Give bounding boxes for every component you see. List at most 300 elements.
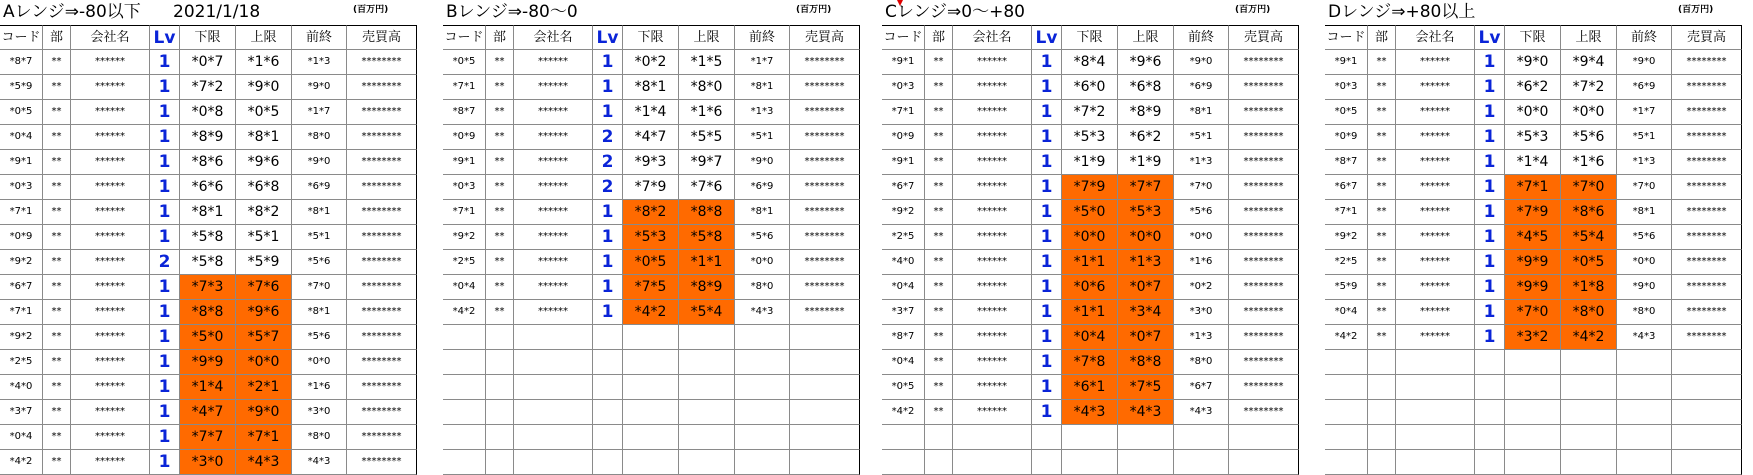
header-prev-close[interactable]: 前終 [735,25,790,50]
cell-volume[interactable]: ******** [347,75,417,100]
cell-code[interactable]: *6*7 [0,275,43,300]
cell-company-name[interactable]: ****** [1396,175,1475,200]
cell-volume[interactable]: ******** [1229,275,1299,300]
cell-upper-limit[interactable]: *1*1 [679,250,735,275]
cell-prev-close[interactable]: *6*7 [1174,375,1229,400]
cell-lower-limit[interactable]: *5*3 [1062,125,1118,150]
cell-prev-close[interactable]: *5*6 [735,225,790,250]
cell-volume[interactable]: ******** [347,350,417,375]
cell-lower-limit[interactable] [1505,450,1561,475]
cell-code[interactable]: *0*4 [882,275,925,300]
cell-prev-close[interactable] [735,450,790,475]
cell-volume[interactable]: ******** [1229,75,1299,100]
cell-company-name[interactable]: ****** [71,425,150,450]
cell-prev-close[interactable] [1174,425,1229,450]
cell-division[interactable] [1368,425,1396,450]
cell-division[interactable]: ** [925,150,953,175]
cell-company-name[interactable]: ****** [953,225,1032,250]
cell-code[interactable]: *0*9 [0,225,43,250]
cell-lower-limit[interactable]: *6*2 [1505,75,1561,100]
cell-lower-limit[interactable]: *8*1 [623,75,679,100]
cell-code[interactable]: *0*5 [443,50,486,75]
cell-level[interactable]: 1 [1475,150,1505,175]
cell-upper-limit[interactable]: *5*8 [679,225,735,250]
cell-lower-limit[interactable]: *7*7 [180,425,236,450]
cell-upper-limit[interactable]: *7*6 [236,275,292,300]
cell-volume[interactable]: ******** [347,200,417,225]
cell-company-name[interactable] [514,375,593,400]
cell-division[interactable]: ** [1368,250,1396,275]
cell-level[interactable]: 1 [1475,100,1505,125]
cell-level[interactable]: 1 [150,100,180,125]
cell-division[interactable]: ** [486,175,514,200]
header-upper-limit[interactable]: 上限 [1561,25,1617,50]
cell-division[interactable]: ** [1368,225,1396,250]
cell-division[interactable] [1368,400,1396,425]
cell-code[interactable]: *8*7 [443,100,486,125]
cell-lower-limit[interactable]: *5*0 [1062,200,1118,225]
cell-volume[interactable]: ******** [1672,225,1742,250]
cell-code[interactable]: *6*7 [882,175,925,200]
cell-company-name[interactable] [1396,400,1475,425]
cell-level[interactable]: 1 [150,400,180,425]
cell-prev-close[interactable]: *4*3 [292,450,347,475]
cell-upper-limit[interactable]: *4*3 [1118,400,1174,425]
cell-volume[interactable]: ******** [347,50,417,75]
cell-level[interactable]: 1 [593,75,623,100]
cell-code[interactable]: *2*5 [0,350,43,375]
cell-division[interactable]: ** [925,325,953,350]
cell-volume[interactable]: ******** [790,50,860,75]
cell-company-name[interactable]: ****** [514,125,593,150]
cell-code[interactable] [443,375,486,400]
cell-company-name[interactable]: ****** [514,200,593,225]
cell-code[interactable]: *0*4 [882,350,925,375]
cell-prev-close[interactable]: *9*0 [292,150,347,175]
cell-prev-close[interactable] [735,325,790,350]
cell-division[interactable]: ** [925,225,953,250]
cell-lower-limit[interactable]: *1*4 [180,375,236,400]
cell-lower-limit[interactable] [623,375,679,400]
cell-volume[interactable]: ******** [1229,250,1299,275]
cell-prev-close[interactable]: *6*9 [1174,75,1229,100]
cell-lower-limit[interactable]: *4*7 [180,400,236,425]
cell-lower-limit[interactable] [1505,425,1561,450]
cell-level[interactable]: 1 [1475,225,1505,250]
cell-division[interactable] [486,375,514,400]
cell-company-name[interactable]: ****** [71,325,150,350]
cell-level[interactable]: 1 [1032,300,1062,325]
cell-upper-limit[interactable] [679,350,735,375]
cell-volume[interactable]: ******** [1229,350,1299,375]
cell-company-name[interactable] [1396,375,1475,400]
cell-prev-close[interactable]: *8*1 [735,200,790,225]
cell-code[interactable]: *0*3 [1325,75,1368,100]
cell-upper-limit[interactable]: *0*5 [1561,250,1617,275]
cell-company-name[interactable]: ****** [1396,75,1475,100]
cell-volume[interactable]: ******** [1672,300,1742,325]
cell-lower-limit[interactable] [623,425,679,450]
cell-lower-limit[interactable]: *7*3 [180,275,236,300]
cell-company-name[interactable]: ****** [71,125,150,150]
cell-company-name[interactable]: ****** [514,150,593,175]
cell-company-name[interactable]: ****** [1396,275,1475,300]
header-prev-close[interactable]: 前終 [1617,25,1672,50]
cell-upper-limit[interactable] [679,375,735,400]
cell-upper-limit[interactable]: *5*7 [236,325,292,350]
cell-lower-limit[interactable]: *0*2 [623,50,679,75]
cell-code[interactable]: *0*5 [1325,100,1368,125]
cell-division[interactable]: ** [486,125,514,150]
cell-upper-limit[interactable]: *9*6 [1118,50,1174,75]
cell-division[interactable]: ** [43,300,71,325]
cell-prev-close[interactable]: *0*0 [292,350,347,375]
cell-volume[interactable] [790,450,860,475]
cell-company-name[interactable]: ****** [514,50,593,75]
header-division[interactable]: 部 [486,25,514,50]
cell-code[interactable]: *3*7 [0,400,43,425]
cell-code[interactable]: *4*2 [882,400,925,425]
cell-company-name[interactable] [514,350,593,375]
cell-volume[interactable] [1672,400,1742,425]
cell-prev-close[interactable]: *5*1 [1174,125,1229,150]
cell-level[interactable]: 1 [1032,375,1062,400]
cell-company-name[interactable] [514,450,593,475]
cell-division[interactable]: ** [1368,50,1396,75]
cell-code[interactable]: *7*1 [443,200,486,225]
cell-lower-limit[interactable] [1505,350,1561,375]
cell-company-name[interactable]: ****** [1396,300,1475,325]
cell-upper-limit[interactable]: *9*0 [236,400,292,425]
cell-level[interactable]: 1 [1032,75,1062,100]
cell-lower-limit[interactable] [623,450,679,475]
header-lower-limit[interactable]: 下限 [1062,25,1118,50]
cell-prev-close[interactable] [735,350,790,375]
cell-company-name[interactable] [514,325,593,350]
cell-volume[interactable] [1229,425,1299,450]
cell-division[interactable]: ** [925,200,953,225]
cell-prev-close[interactable]: *9*0 [1617,50,1672,75]
cell-lower-limit[interactable]: *7*1 [1505,175,1561,200]
cell-level[interactable]: 1 [1032,275,1062,300]
cell-division[interactable] [486,325,514,350]
cell-upper-limit[interactable]: *6*8 [1118,75,1174,100]
cell-lower-limit[interactable] [1062,425,1118,450]
cell-prev-close[interactable]: *4*3 [1617,325,1672,350]
cell-company-name[interactable]: ****** [71,275,150,300]
cell-code[interactable]: *6*7 [1325,175,1368,200]
cell-upper-limit[interactable] [679,425,735,450]
cell-company-name[interactable] [1396,425,1475,450]
cell-lower-limit[interactable]: *7*9 [1505,200,1561,225]
cell-upper-limit[interactable]: *7*5 [1118,375,1174,400]
cell-lower-limit[interactable]: *0*4 [1062,325,1118,350]
cell-prev-close[interactable]: *0*0 [1174,225,1229,250]
cell-level[interactable] [1475,375,1505,400]
cell-level[interactable]: 2 [593,150,623,175]
cell-prev-close[interactable]: *3*0 [292,400,347,425]
cell-prev-close[interactable]: *8*1 [1617,200,1672,225]
cell-division[interactable]: ** [43,150,71,175]
cell-code[interactable]: *4*0 [882,250,925,275]
cell-lower-limit[interactable]: *6*6 [180,175,236,200]
cell-division[interactable]: ** [1368,200,1396,225]
cell-lower-limit[interactable]: *7*2 [180,75,236,100]
cell-upper-limit[interactable]: *9*7 [679,150,735,175]
cell-division[interactable]: ** [486,225,514,250]
cell-company-name[interactable]: ****** [71,200,150,225]
cell-division[interactable]: ** [486,75,514,100]
header-level[interactable]: Lv [150,25,180,50]
cell-division[interactable]: ** [925,50,953,75]
cell-company-name[interactable]: ****** [953,400,1032,425]
cell-company-name[interactable]: ****** [514,275,593,300]
cell-level[interactable]: 1 [593,50,623,75]
cell-prev-close[interactable]: *9*0 [292,75,347,100]
header-volume[interactable]: 売買高 [790,25,860,50]
cell-level[interactable]: 1 [1032,250,1062,275]
cell-lower-limit[interactable]: *8*4 [1062,50,1118,75]
cell-prev-close[interactable]: *5*1 [1617,125,1672,150]
cell-company-name[interactable]: ****** [1396,125,1475,150]
cell-upper-limit[interactable] [1561,450,1617,475]
cell-level[interactable]: 2 [593,125,623,150]
cell-volume[interactable]: ******** [790,250,860,275]
cell-prev-close[interactable] [735,375,790,400]
cell-code[interactable]: *4*2 [0,450,43,475]
cell-division[interactable]: ** [486,50,514,75]
cell-company-name[interactable]: ****** [514,100,593,125]
cell-lower-limit[interactable]: *5*0 [180,325,236,350]
cell-company-name[interactable]: ****** [953,150,1032,175]
cell-division[interactable]: ** [486,100,514,125]
cell-prev-close[interactable] [1617,425,1672,450]
cell-company-name[interactable]: ****** [71,300,150,325]
cell-code[interactable] [443,350,486,375]
cell-prev-close[interactable]: *4*3 [1174,400,1229,425]
cell-level[interactable]: 2 [593,175,623,200]
cell-upper-limit[interactable]: *4*3 [236,450,292,475]
cell-code[interactable] [443,425,486,450]
cell-division[interactable] [486,450,514,475]
cell-prev-close[interactable]: *4*3 [735,300,790,325]
cell-code[interactable]: *0*9 [443,125,486,150]
cell-code[interactable]: *0*9 [882,125,925,150]
cell-code[interactable] [1325,400,1368,425]
cell-division[interactable] [486,425,514,450]
cell-code[interactable] [1325,375,1368,400]
cell-prev-close[interactable]: *7*0 [292,275,347,300]
cell-division[interactable]: ** [925,175,953,200]
cell-level[interactable]: 1 [150,175,180,200]
cell-upper-limit[interactable]: *4*2 [1561,325,1617,350]
cell-code[interactable]: *0*4 [0,125,43,150]
cell-level[interactable]: 1 [1032,50,1062,75]
cell-volume[interactable] [1229,450,1299,475]
cell-division[interactable]: ** [925,100,953,125]
cell-volume[interactable]: ******** [1672,50,1742,75]
cell-volume[interactable]: ******** [1229,400,1299,425]
cell-company-name[interactable]: ****** [514,250,593,275]
cell-lower-limit[interactable]: *0*7 [180,50,236,75]
cell-volume[interactable]: ******** [347,325,417,350]
cell-volume[interactable]: ******** [347,400,417,425]
cell-upper-limit[interactable]: *7*6 [679,175,735,200]
cell-level[interactable] [593,375,623,400]
cell-volume[interactable]: ******** [1229,200,1299,225]
cell-lower-limit[interactable]: *0*0 [1062,225,1118,250]
cell-upper-limit[interactable]: *5*1 [236,225,292,250]
cell-prev-close[interactable] [1617,375,1672,400]
cell-prev-close[interactable]: *6*9 [1617,75,1672,100]
header-division[interactable]: 部 [43,25,71,50]
cell-volume[interactable]: ******** [347,250,417,275]
cell-volume[interactable]: ******** [790,275,860,300]
cell-lower-limit[interactable] [1505,400,1561,425]
cell-company-name[interactable]: ****** [514,75,593,100]
cell-prev-close[interactable] [1617,450,1672,475]
cell-division[interactable]: ** [925,275,953,300]
cell-company-name[interactable]: ****** [1396,50,1475,75]
cell-volume[interactable]: ******** [347,375,417,400]
cell-company-name[interactable]: ****** [1396,225,1475,250]
cell-upper-limit[interactable]: *1*6 [679,100,735,125]
cell-prev-close[interactable]: *6*9 [735,175,790,200]
cell-prev-close[interactable]: *6*9 [292,175,347,200]
cell-division[interactable]: ** [486,300,514,325]
cell-level[interactable]: 1 [150,325,180,350]
cell-division[interactable] [925,425,953,450]
cell-upper-limit[interactable]: *5*3 [1118,200,1174,225]
cell-upper-limit[interactable] [1561,400,1617,425]
cell-volume[interactable]: ******** [790,150,860,175]
cell-company-name[interactable]: ****** [71,50,150,75]
header-volume[interactable]: 売買高 [1672,25,1742,50]
cell-upper-limit[interactable]: *1*6 [1561,150,1617,175]
header-level[interactable]: Lv [1475,25,1505,50]
cell-code[interactable] [1325,350,1368,375]
cell-upper-limit[interactable] [679,400,735,425]
cell-volume[interactable]: ******** [790,75,860,100]
cell-lower-limit[interactable]: *8*2 [623,200,679,225]
cell-division[interactable]: ** [1368,275,1396,300]
cell-prev-close[interactable]: *8*0 [1174,350,1229,375]
cell-level[interactable]: 1 [150,350,180,375]
cell-lower-limit[interactable]: *8*1 [180,200,236,225]
cell-volume[interactable]: ******** [790,175,860,200]
cell-lower-limit[interactable] [1505,375,1561,400]
cell-lower-limit[interactable] [623,325,679,350]
cell-upper-limit[interactable]: *7*7 [1118,175,1174,200]
cell-code[interactable]: *7*1 [1325,200,1368,225]
cell-prev-close[interactable]: *1*6 [1174,250,1229,275]
cell-division[interactable]: ** [486,150,514,175]
cell-lower-limit[interactable]: *1*4 [1505,150,1561,175]
cell-volume[interactable] [1672,450,1742,475]
header-division[interactable]: 部 [925,25,953,50]
cell-volume[interactable]: ******** [347,300,417,325]
cell-company-name[interactable]: ****** [71,350,150,375]
cell-upper-limit[interactable]: *8*9 [1118,100,1174,125]
cell-upper-limit[interactable]: *8*6 [1561,200,1617,225]
cell-level[interactable]: 1 [1475,200,1505,225]
cell-upper-limit[interactable]: *1*6 [236,50,292,75]
cell-division[interactable]: ** [925,250,953,275]
cell-company-name[interactable]: ****** [953,350,1032,375]
cell-lower-limit[interactable]: *7*0 [1505,300,1561,325]
cell-volume[interactable]: ******** [1672,250,1742,275]
cell-level[interactable]: 1 [593,250,623,275]
cell-volume[interactable] [790,350,860,375]
cell-level[interactable]: 1 [150,50,180,75]
cell-level[interactable]: 1 [1475,250,1505,275]
cell-code[interactable]: *9*2 [0,250,43,275]
cell-upper-limit[interactable] [1561,350,1617,375]
cell-volume[interactable]: ******** [1229,125,1299,150]
cell-division[interactable]: ** [43,450,71,475]
cell-code[interactable]: *2*5 [1325,250,1368,275]
cell-level[interactable]: 2 [150,250,180,275]
cell-prev-close[interactable]: *1*7 [735,50,790,75]
cell-code[interactable]: *5*9 [1325,275,1368,300]
cell-division[interactable]: ** [925,75,953,100]
cell-code[interactable] [443,450,486,475]
cell-level[interactable] [593,350,623,375]
cell-division[interactable]: ** [1368,300,1396,325]
cell-level[interactable]: 1 [1475,50,1505,75]
cell-code[interactable]: *0*4 [443,275,486,300]
cell-upper-limit[interactable]: *1*5 [679,50,735,75]
cell-lower-limit[interactable]: *1*4 [623,100,679,125]
cell-lower-limit[interactable]: *1*1 [1062,250,1118,275]
cell-code[interactable]: *3*7 [882,300,925,325]
cell-company-name[interactable]: ****** [71,375,150,400]
cell-company-name[interactable]: ****** [953,75,1032,100]
cell-upper-limit[interactable]: *8*1 [236,125,292,150]
cell-code[interactable] [443,325,486,350]
cell-division[interactable]: ** [486,200,514,225]
cell-volume[interactable]: ******** [1672,150,1742,175]
cell-division[interactable]: ** [43,425,71,450]
cell-division[interactable]: ** [486,275,514,300]
cell-company-name[interactable]: ****** [71,100,150,125]
cell-prev-close[interactable]: *5*1 [292,225,347,250]
cell-division[interactable]: ** [925,400,953,425]
cell-division[interactable]: ** [925,300,953,325]
cell-lower-limit[interactable]: *9*9 [180,350,236,375]
cell-code[interactable]: *9*2 [443,225,486,250]
cell-division[interactable]: ** [925,125,953,150]
cell-lower-limit[interactable]: *7*5 [623,275,679,300]
cell-prev-close[interactable]: *5*6 [292,250,347,275]
cell-code[interactable] [443,400,486,425]
cell-lower-limit[interactable]: *0*6 [1062,275,1118,300]
cell-prev-close[interactable]: *8*1 [735,75,790,100]
cell-volume[interactable]: ******** [1229,225,1299,250]
cell-volume[interactable]: ******** [1672,200,1742,225]
cell-prev-close[interactable]: *9*0 [1617,275,1672,300]
cell-company-name[interactable]: ****** [1396,325,1475,350]
header-level[interactable]: Lv [1032,25,1062,50]
cell-prev-close[interactable]: *8*1 [1174,100,1229,125]
cell-prev-close[interactable]: *5*6 [1617,225,1672,250]
cell-code[interactable]: *9*2 [882,200,925,225]
cell-division[interactable] [1368,350,1396,375]
cell-upper-limit[interactable]: *9*6 [236,150,292,175]
cell-volume[interactable] [790,425,860,450]
cell-code[interactable]: *2*5 [443,250,486,275]
cell-upper-limit[interactable]: *7*2 [1561,75,1617,100]
